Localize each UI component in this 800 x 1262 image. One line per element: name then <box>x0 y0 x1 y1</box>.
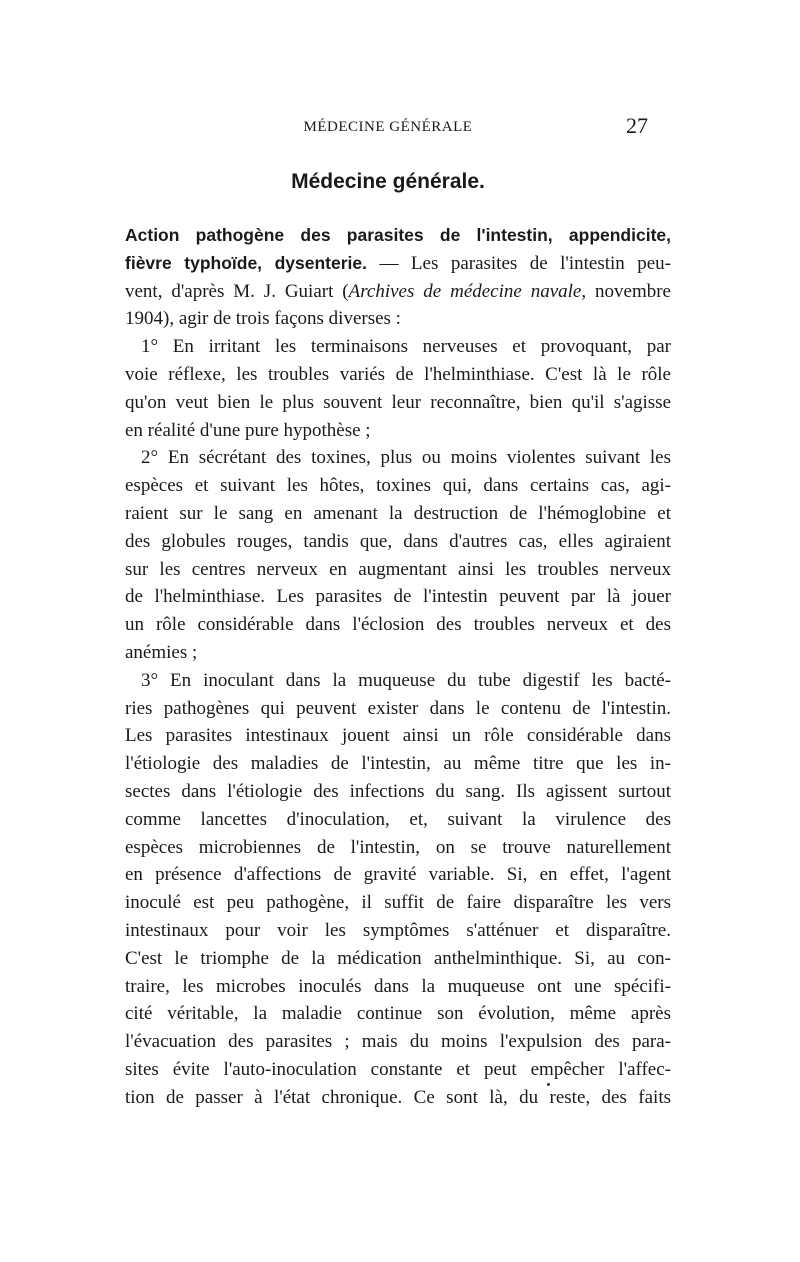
paragraph-1-line-3 <box>125 278 671 306</box>
article-heading-part-2: fièvre typhoïde, dysenterie. <box>125 252 368 273</box>
paragraph-4-line: intestinaux pour voir les symptômes s'atténuer et disparaître. <box>125 919 671 941</box>
paragraph-4-line: tion de passer à l'état chronique. Ce sont là, du reste, des faits <box>125 1086 671 1108</box>
paragraph-4-line: traire, les microbes inoculés dans la muqueuse ont une spécifi- <box>125 975 671 997</box>
citation-journal: Archives de médecine navale <box>348 280 582 302</box>
paragraph-4-line: C'est le triomphe de la médication anthelminthique. Si, au con- <box>125 947 671 969</box>
section-title: Médecine générale. <box>291 170 485 193</box>
paragraph-1-line-2-rest: — Les parasites de l'intestin peu- <box>367 252 671 274</box>
citation-after: , novembre <box>581 280 671 302</box>
running-header <box>128 113 648 141</box>
paragraph-4-line: 3° En inoculant dans la muqueuse du tube digestif les bacté- <box>141 669 671 691</box>
paragraph-4-line: l'évacuation des parasites ; mais du moins l'expulsion des para- <box>125 1031 671 1053</box>
paragraph-4-line: espèces microbiennes de l'intestin, on se trouve naturellement <box>125 836 671 858</box>
paragraph-4-line: cité véritable, la maladie continue son évolution, même après <box>125 1003 671 1025</box>
paragraph-1-line-1 <box>125 222 671 250</box>
citation-before: vent, d'après M. J. Guiart ( <box>125 280 349 302</box>
paragraph-1-line-4: 1904), agir de trois façons diverses : <box>125 308 401 330</box>
paragraph-4-line: sectes dans l'étiologie des infections du sang. Ils agissent surtout <box>125 780 671 802</box>
paragraph-4-line: Les parasites intestinaux jouent ainsi un rôle considérable dans <box>125 725 671 747</box>
paragraph-3-line: de l'helminthiase. Les parasites de l'intestin peuvent par là jouer <box>125 586 671 608</box>
paragraph-4-line: en présence d'affections de gravité variable. Si, en effet, l'agent <box>125 864 671 886</box>
paragraph-2-line: voie réflexe, les troubles variés de l'helminthiase. C'est là le rôle <box>125 363 671 385</box>
paragraph-4-line: sites évite l'auto-inoculation constante et peut empêcher l'affec- <box>125 1058 671 1080</box>
body-text <box>125 222 671 1112</box>
paragraph-4-line: inoculé est peu pathogène, il suffit de faire disparaître les vers <box>125 892 671 914</box>
paragraph-4-line: comme lancettes d'inoculation, et, suivant la virulence des <box>125 808 671 830</box>
paragraph-1-line-2 <box>125 250 671 278</box>
paragraph-3-line: anémies ; <box>125 641 198 663</box>
paragraph-4-line: l'étiologie des maladies de l'intestin, au même titre que les in- <box>125 753 671 775</box>
paragraph-3-line: un rôle considérable dans l'éclosion des troubles nerveux et des <box>125 614 671 636</box>
paragraph-2-line: qu'on veut bien le plus souvent leur reconnaître, bien qu'il s'agisse <box>125 391 671 413</box>
paragraph-2-line: en réalité d'une pure hypothèse ; <box>125 419 371 441</box>
running-title: MÉDECINE GÉNÉRALE <box>303 119 473 135</box>
paragraph-3-line: espèces et suivant les hôtes, toxines qui, dans certains cas, agi- <box>125 475 671 497</box>
paragraph-3-line: raient sur le sang en amenant la destruction de l'hémoglobine et <box>125 502 671 524</box>
paragraph-2-line: 1° En irritant les terminaisons nerveuses et provoquant, par <box>141 336 671 358</box>
ink-speck <box>547 1083 550 1086</box>
page-number: 27 <box>626 113 648 138</box>
paragraph-3-line: sur les centres nerveux en augmentant ainsi les troubles nerveux <box>125 558 671 580</box>
paragraph-3-line: des globules rouges, tandis que, dans d'autres cas, elles agiraient <box>125 530 671 552</box>
paragraph-4-line: ries pathogènes qui peuvent exister dans le contenu de l'intestin. <box>125 697 671 719</box>
paragraph-3-line: 2° En sécrétant des toxines, plus ou moins violentes suivant les <box>141 447 671 469</box>
article-heading-part-1: Action pathogène des parasites de l'intestin, appendicite, <box>125 225 671 245</box>
